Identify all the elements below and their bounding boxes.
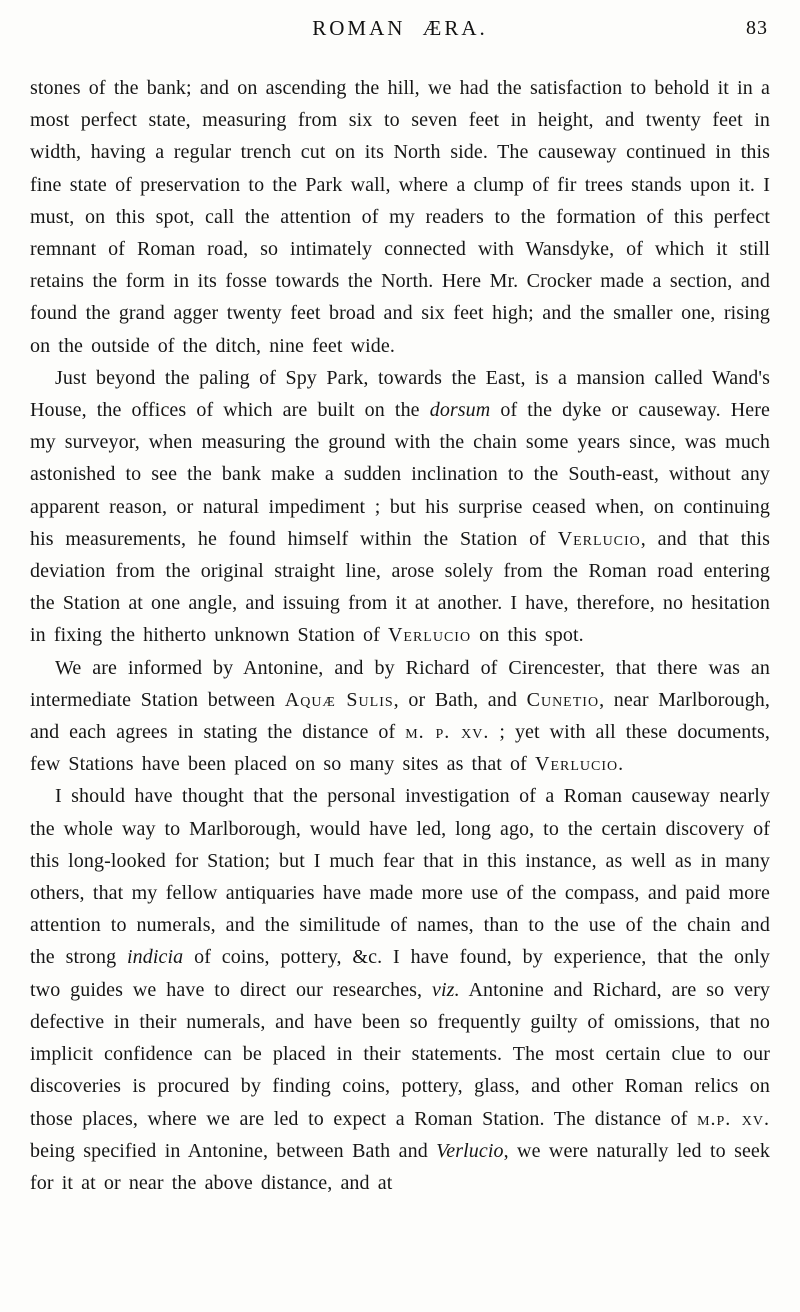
text-segment: Antonine and Richard, are so very defective in their numerals, and have been so frequently guilty of omissions, that no implicit confidence can be placed in their statements. The most certain clue to our discoveries is procured by finding coins, pottery, glass, and other Roman relics on those places, where we are led to expect a Roman Station. The distance of (30, 978, 770, 1130)
text-segment: , we were naturally led to seek for it at or near the above distance, and at (30, 1139, 771, 1194)
text-segment: on this spot. (471, 624, 584, 647)
text-segment: , and that this deviation from the original straight line, arose solely from the Roman road entering the Station at one angle, and issuing from it at another. I have, therefore, no hesitation in fixing the hitherto unknown Station of (30, 527, 771, 647)
text-segment: Just beyond the paling of Spy Park, towards the East, is a mansion called Wand's House, the offices of which are built on the (30, 366, 770, 422)
text-segment: , or Bath, and (393, 688, 527, 711)
page-number: 83 (746, 17, 768, 39)
text-segment-smallcaps: Aquæ Sulis (284, 688, 394, 711)
text-segment: I should have thought that the personal investigation of a Roman causeway nearly the whole way to Marlborough, would have led, long ago, to the certain discovery of this long-looked for Station; but I much fear that in this instance, as well as in many others, that my fellow antiquaries have made more use of the compass, and paid more attention to numerals, and the similitude of names, than to the use of the chain and the strong (30, 785, 770, 969)
paragraph-1 (30, 72, 770, 362)
text-segment: of the dyke or causeway. Here my surveyor, when measuring the ground with the chain some years since, was much astonished to see the bank make a sudden inclination to the South-east, without any apparent reason, or natural impediment ; but his surprise ceased when, on continuing his measurements, he found himself within the Station of (30, 399, 770, 550)
text-segment-italic: dorsum (429, 399, 491, 422)
text-segment-italic: indicia (127, 946, 184, 969)
paragraph-2 (30, 362, 770, 652)
text-segment-italic: Verlucio (436, 1139, 504, 1162)
running-head (30, 16, 770, 46)
body-text (30, 72, 770, 1199)
text-segment-smallcaps: m. p. xv. (405, 721, 490, 744)
text-segment: of coins, pottery, &c. I have found, by experience, that the only two guides we have to direct our researches, (30, 946, 770, 1001)
paragraph-4 (30, 780, 770, 1199)
text-segment-smallcaps: Verlucio (535, 753, 619, 776)
page-title: ROMAN ÆRA. (312, 16, 488, 40)
text-segment: being specified in Antonine, between Bath and (30, 1139, 437, 1162)
text-segment-smallcaps: Verlucio (557, 527, 641, 550)
text-segment-smallcaps: m.p. xv. (697, 1107, 770, 1130)
text-segment-smallcaps: Cunetio (526, 688, 600, 711)
text-segment-smallcaps: Verlucio (387, 624, 472, 647)
text-segment: ; yet with all these documents, few Stations have been placed on so many sites as that of (30, 721, 770, 776)
text-segment: stones of the bank; and on ascending the hill, we had the satisfaction to behold it in a most perfect state, measuring from six to seven feet in height, and twenty feet in width, having a regular trench cut on its North side. The causeway continued in this fine state of preservation to the Park wall, where a clump of fir trees stands upon it. I must, on this spot, call the attention of my readers to the formation of this perfect remnant of Roman road, so intimately connected with Wansdyke, of which it still retains the form in its fosse towards the North. Here Mr. Crocker made a section, and found the grand agger twenty feet broad and six feet high; and the smaller one, rising on the outside of the ditch, nine feet wide. (30, 77, 770, 357)
paragraph-3 (30, 652, 770, 781)
text-segment: We are informed by Antonine, and by Richard of Cirencester, that there was an intermediate Station between (30, 656, 770, 711)
text-segment: , near Marlborough, and each agrees in stating the distance of (30, 688, 770, 744)
text-segment-italic: viz. (432, 978, 460, 1001)
text-segment: . (618, 753, 624, 776)
